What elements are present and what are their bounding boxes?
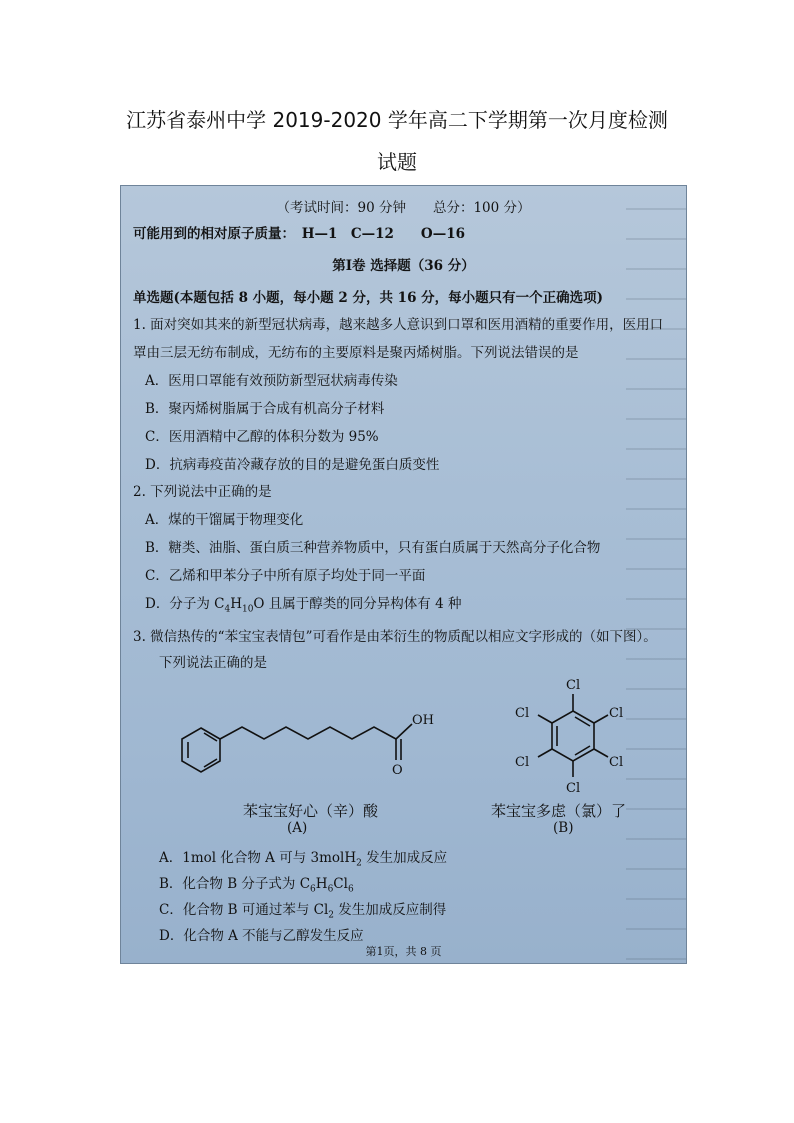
q3-stem-line2: 下列说法正确的是 <box>159 655 267 671</box>
q1-stem-line2: 罩由三层无纺布制成，无纺布的主要原料是聚丙烯树脂。下列说法错误的是 <box>133 345 579 361</box>
q2-option-c: C．乙烯和甲苯分子中所有原子均处于同一平面 <box>145 568 426 584</box>
compound-a-structure <box>176 706 466 786</box>
atomic-masses: 可能用到的相对原子质量： H—1 C—12 O—16 <box>133 226 465 242</box>
document-title: 江苏省泰州中学 2019-2020 学年高二下学期第一次月度检测 <box>126 108 668 132</box>
cl-top: Cl <box>566 678 581 693</box>
cl-upper-right: Cl <box>609 706 624 721</box>
q1-option-d: D．抗病毒疫苗冷藏存放的目的是避免蛋白质变性 <box>145 457 440 473</box>
document-title-line2: 试题 <box>377 150 417 174</box>
cl-bottom: Cl <box>566 781 581 796</box>
q2-stem: 2. 下列说法中正确的是 <box>133 484 272 500</box>
q1-option-c: C．医用酒精中乙醇的体积分数为 95% <box>145 429 379 445</box>
page-footer: 第1页，共 8 页 <box>365 945 442 958</box>
q1-option-a: A．医用口罩能有效预防新型冠状病毒传染 <box>145 373 398 389</box>
carbon-chain <box>220 727 396 739</box>
compound-b-label: (B) <box>553 820 574 836</box>
q2-option-b: B．糖类、油脂、蛋白质三种营养物质中，只有蛋白质属于天然高分子化合物 <box>145 540 601 556</box>
q2-option-d: D．分子为 $C_4H_{10}O$ 且属于醇类的同分异构体有 4 种 <box>145 596 462 615</box>
exam-time-info: （考试时间：90 分钟 总分：100 分） <box>276 200 531 216</box>
compound-b-structure <box>509 674 637 802</box>
cl-lower-right: Cl <box>609 755 624 770</box>
section-title: 第Ⅰ卷 选择题（36 分） <box>332 258 475 274</box>
section-intro: 单选题(本题包括 8 小题，每小题 2 分，共 16 分，每小题只有一个正确选项) <box>133 290 604 306</box>
compound-a-caption: 苯宝宝好心（辛）酸 <box>243 802 379 820</box>
q3-stem-line1: 3. 微信热传的“苯宝宝表情包”可看作是由苯衍生的物质配以相应文字形成的（如下图）。 <box>133 629 657 645</box>
cl-lower-left: Cl <box>515 755 530 770</box>
q2-option-a: A．煤的干馏属于物理变化 <box>145 512 304 528</box>
q3-option-a: A．1mol 化合物 A 可与 3molH$_2$ 发生加成反应 <box>159 850 448 869</box>
compound-b-caption: 苯宝宝多虑（氯）了 <box>491 802 627 820</box>
q1-option-b: B．聚丙烯树脂属于合成有机高分子材料 <box>145 401 385 417</box>
q3-option-b: B．化合物 B 分子式为 $C_6H_6Cl_6$ <box>159 876 354 895</box>
cl-upper-left: Cl <box>515 706 530 721</box>
q3-option-c: C．化合物 B 可通过苯与 $Cl_2$ 发生加成反应制得 <box>159 902 447 921</box>
bleed-through-shadow <box>626 186 686 963</box>
benzene-ring-b <box>552 711 594 761</box>
q1-stem-line1: 1. 面对突如其来的新型冠状病毒，越来越多人意识到口罩和医用酒精的重要作用，医用口 <box>133 317 664 333</box>
compound-a-label: (A) <box>287 820 308 836</box>
q3-option-d: D．化合物 A 不能与乙醇发生反应 <box>159 928 364 944</box>
exam-page-photo <box>120 185 687 964</box>
oh-label: OH <box>412 713 434 728</box>
o-label: O <box>392 763 403 778</box>
